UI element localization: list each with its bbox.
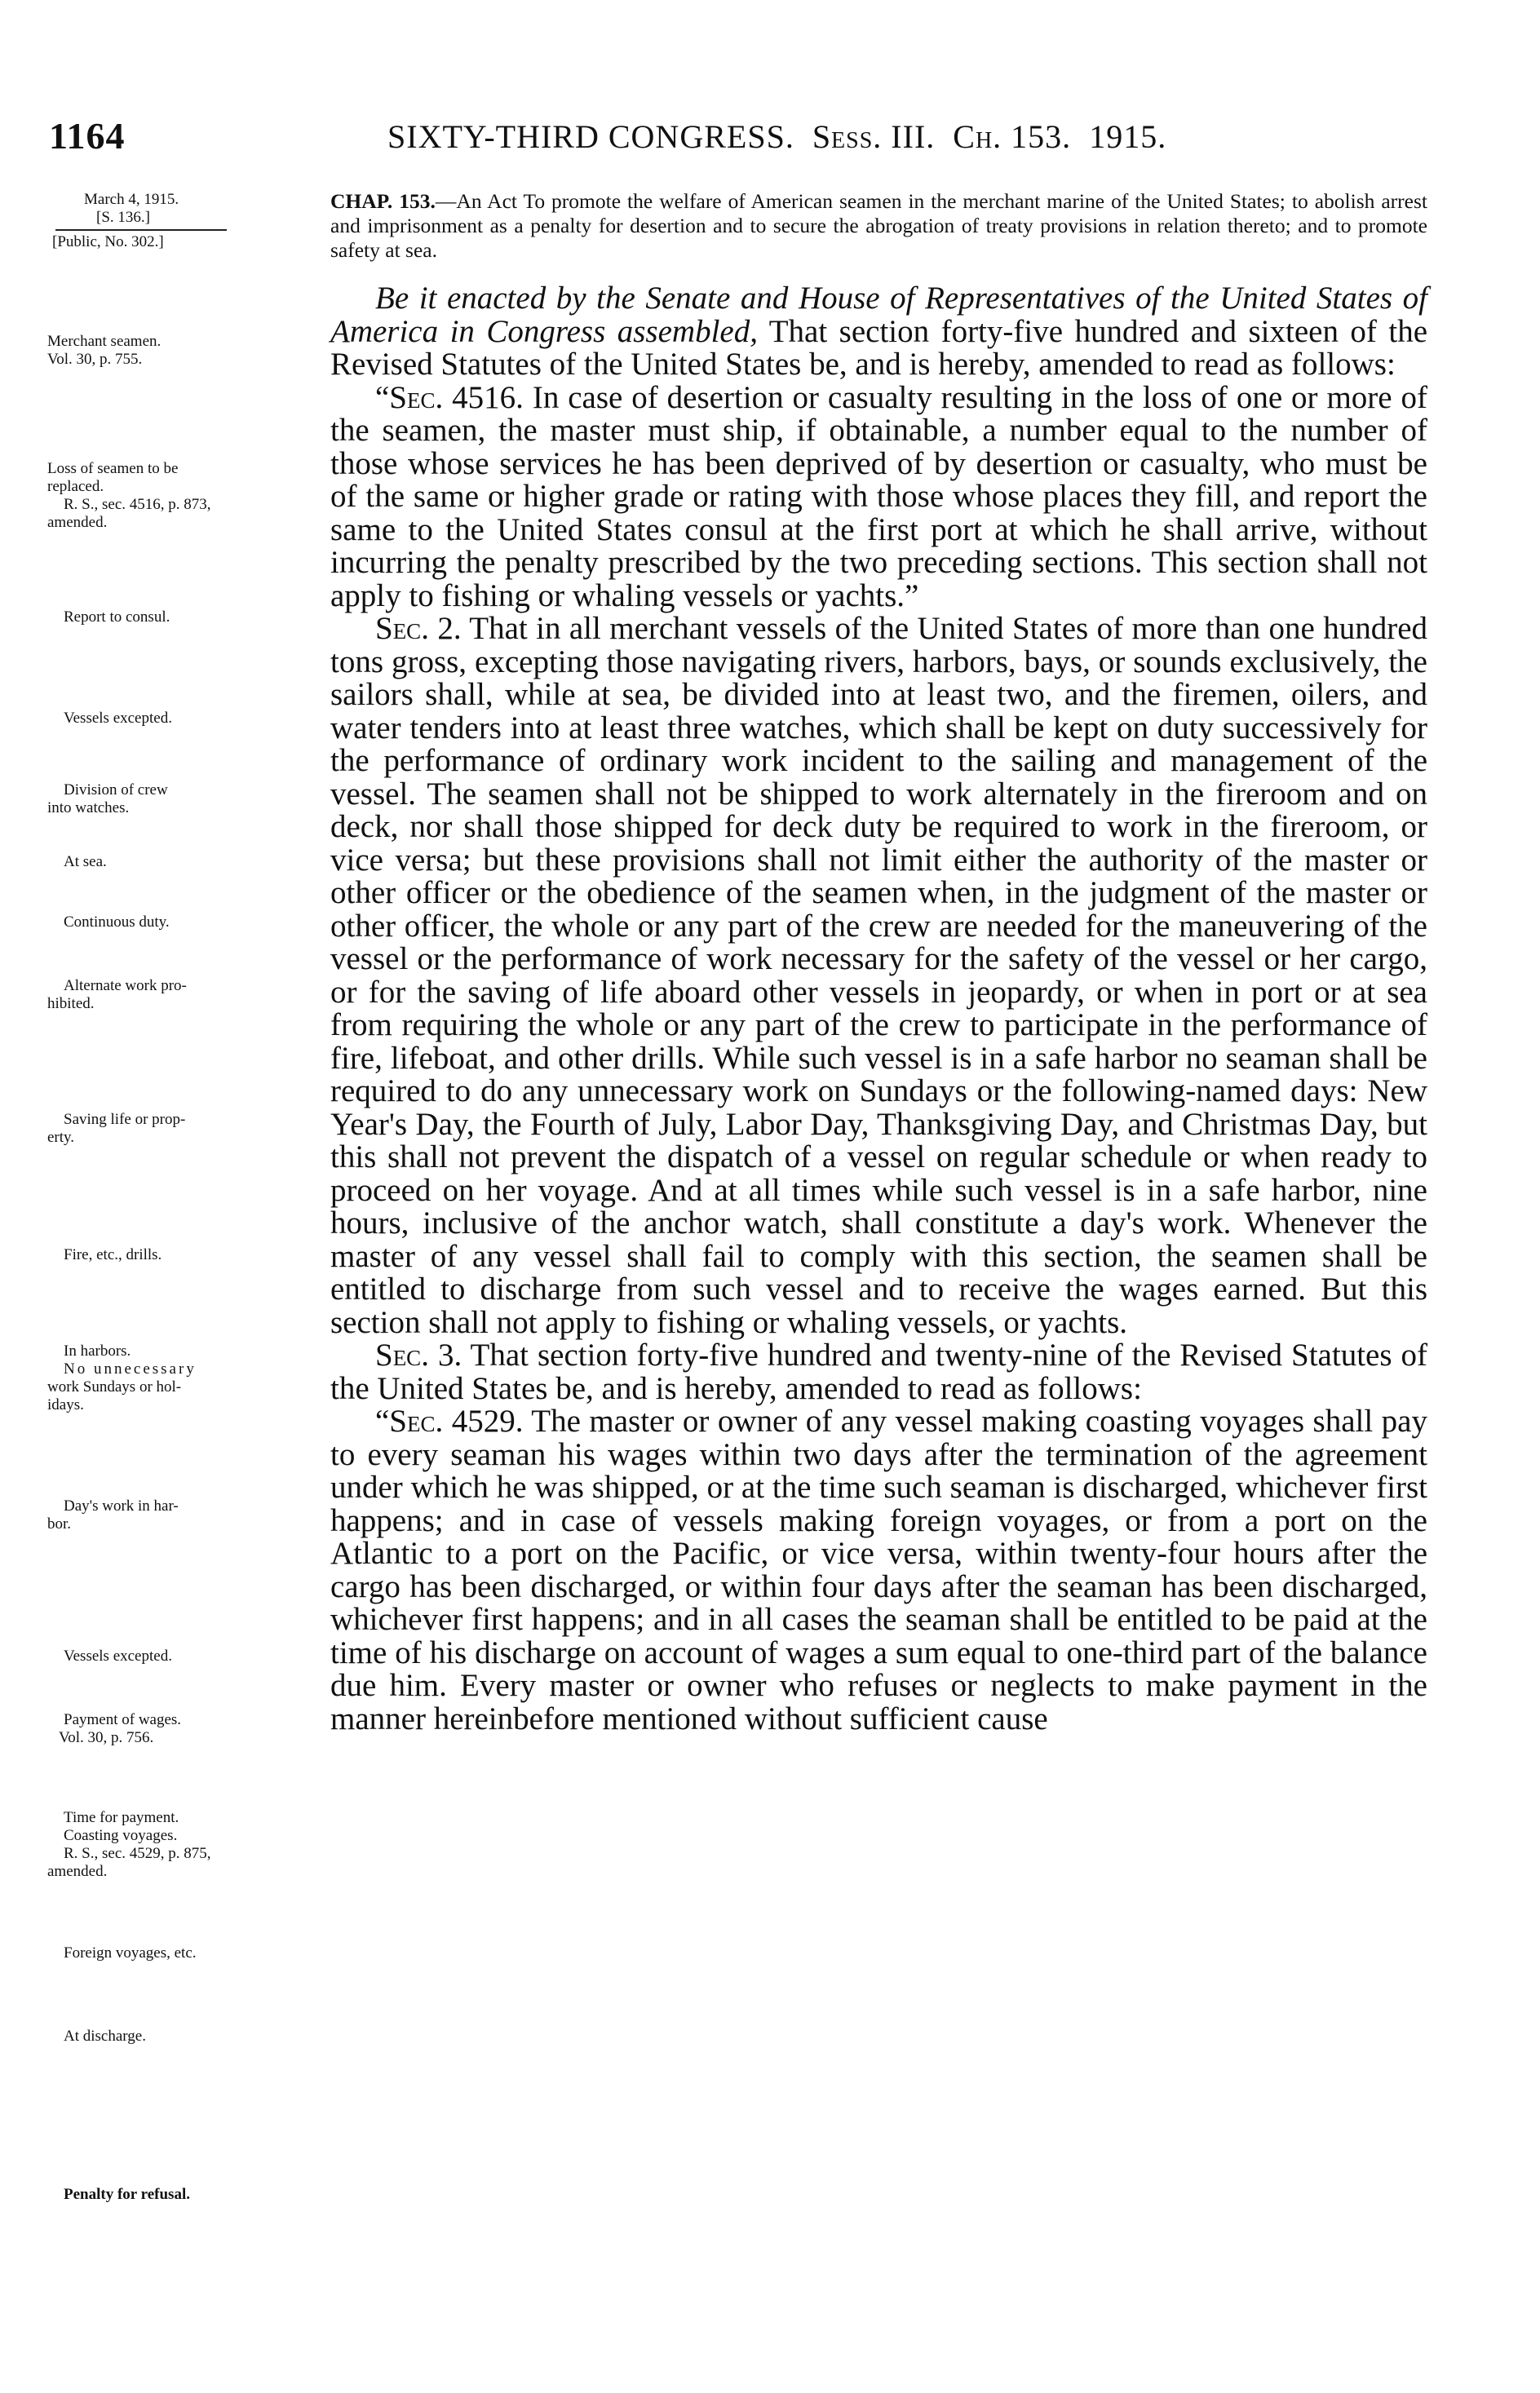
statute-body: [330, 282, 1427, 1736]
section-2: Sec. 2. That in all merchant vessels of the United States of more than one hundred tons gross, excepting those navigating rivers, harbors, bays, or sounds exclusively, the sailors shall, while at sea, be divided into at least two, and the firemen, oilers, and water tenders into at least three watches, which shall be kept on duty successively for the performance of ordinary work incident to the sailing and management of the vessel. The seamen shall not be shipped to work alternately in the fireroom and on deck, nor shall those shipped for deck duty be required to work in the fireroom, or vice versa; but these provisions shall not limit either the authority of the master or other officer or the obedience of the seamen when, in the judgment of the master or other officer, the whole or any part of the crew are needed for the maneuvering of the vessel or the performance of work necessary for the safety of the vessel or her cargo, or for the saving of life aboard other vessels in jeopardy, or when in port or at sea from requiring the whole or any part of the crew to participate in the performance of fire, lifeboat, and other drills. While such vessel is in a safe harbor no seaman shall be required to do any unnecessary work on Sundays or the following-named days: New Year's Day, the Fourth of July, Labor Day, Thanksgiving Day, and Christmas Day, but this shall not prevent the dispatch of a vessel on regular schedule or when ready to proceed on her voyage. And at all times while such vessel is in a safe harbor, nine hours, inclusive of the anchor watch, shall constitute a day's work. Whenever the master of any vessel shall fail to comply with this section, the seamen shall be entitled to discharge from such vessel and to receive the wages earned. But this section shall not apply to fishing or whaling vessels, or yachts.: [330, 611, 1428, 1340]
margin-note-vessels-excepted-2: Vessels excepted.: [64, 1648, 172, 1665]
year-label: 1915.: [1089, 118, 1167, 155]
enacting-clause: Be it enacted by the Senate and House of Representatives of the United States of America in Congress assembled,: [330, 281, 1427, 349]
chapter-heading: CHAP. 153.: [330, 189, 436, 213]
margin-note-bill: [S. 136.]: [96, 209, 150, 226]
margin-note-at-sea: At sea.: [64, 853, 107, 870]
margin-note-in-harbors: In harbors. No unnecessary work Sundays or hol- idays.: [47, 1342, 197, 1413]
margin-note-fire-drills: Fire, etc., drills.: [64, 1246, 162, 1263]
running-title: [387, 117, 1166, 156]
enacting-paragraph: Be it enacted by the Senate and House of Representatives of the United States of America in Congress assembled, That section forty-five hundred and sixteen of the Revised Statutes of the United States be, and is hereby, amended to read as follows:: [330, 281, 1428, 382]
margin-note-public-no: [Public, No. 302.]: [52, 233, 164, 250]
margin-note-merchant-seamen: Merchant seamen. Vol. 30, p. 755.: [47, 333, 162, 368]
margin-note-saving-life: Saving life or prop- erty.: [47, 1111, 186, 1146]
margin-note-date: March 4, 1915. [S. 136.] [Public, No. 302.]: [47, 191, 325, 251]
section-3: Sec. 3. That section forty-five hundred and twenty-nine of the Revised Statutes of the United States be, and is hereby, amended to read as follows:: [330, 1338, 1427, 1406]
main-text: [330, 189, 1427, 1736]
section-4529: “Sec. 4529. The master or owner of any vessel making coasting voyages shall pay to every seaman his wages within two days after the termination of the agreement under which he was shipped, or at the time such seaman is discharged, whichever first happens; and in case of vessels making foreign voyages, or from a port on the Atlantic to a port on the Pacific, or vice versa, within twenty-four hours after the cargo has been discharged, or within four days after the seaman has been discharged, whichever first happens; and in all cases the seaman shall be entitled to be paid at the time of his discharge on account of wages a sum equal to one-third part of the balance due him. Every master or owner who refuses or neglects to make payment in the manner hereinbefore mentioned without sufficient cause: [330, 1404, 1427, 1736]
margin-note-loss-of-seamen: Loss of seamen to be replaced. R. S., sec. 4516, p. 873, amended.: [47, 460, 211, 531]
section-3-label: Sec. 3.: [375, 1338, 462, 1373]
chapter-label: Ch. 153.: [953, 118, 1072, 155]
section-4516-label: “Sec. 4516.: [375, 379, 524, 415]
margin-rule: [55, 229, 227, 231]
margin-note-at-discharge: At discharge.: [64, 2028, 146, 2045]
margin-note-penalty: Penalty for refusal.: [64, 2186, 190, 2203]
congress-title: SIXTY-THIRD CONGRESS.: [387, 118, 794, 155]
margin-note-continuous-duty: Continuous duty.: [64, 913, 170, 931]
margin-note-alternate-work: Alternate work pro- hibited.: [47, 977, 187, 1012]
session-label: Sess. III.: [812, 118, 936, 155]
page-header: [49, 114, 1436, 163]
page-number: 1164: [49, 115, 126, 157]
chapter-intro: [330, 189, 1427, 263]
margin-note-division-of-crew: Division of crew into watches.: [47, 781, 168, 816]
margin-note-payment-of-wages: Payment of wages. Vol. 30, p. 756.: [59, 1711, 182, 1746]
margin-note-time-for-payment: Time for payment. Coasting voyages. R. S., sec. 4529, p. 875, amended.: [47, 1809, 211, 1880]
chapter-title-text: —An Act To promote the welfare of American seamen in the merchant marine of the United States; to abolish arrest and imprisonment as a penalty for desertion and to secure the abrogation of treaty provisions in relation thereto; and to promote safety at sea.: [330, 189, 1427, 262]
margin-note-foreign-voyages: Foreign voyages, etc.: [64, 1944, 197, 1962]
margin-note-days-work: Day's work in har- bor.: [47, 1497, 179, 1533]
section-4516: “Sec. 4516. In case of desertion or casualty resulting in the loss of one or more of the seamen, the master must ship, if obtainable, a number equal to the number of those whose services he has been deprived of by desertion or casualty, who must be of the same or higher grade or rating with those whose places they fill, and report the same to the United States consul at the first port at which he shall arrive, without incurring the penalty prescribed by the two preceding sections. This section shall not apply to fishing or whaling vessels or yachts.”: [330, 379, 1427, 613]
margin-note-report: Report to consul.: [64, 608, 170, 626]
section-4529-label: “Sec. 4529.: [375, 1404, 524, 1439]
margin-note-vessels-excepted: Vessels excepted.: [64, 710, 172, 727]
section-2-label: Sec. 2.: [375, 611, 462, 646]
